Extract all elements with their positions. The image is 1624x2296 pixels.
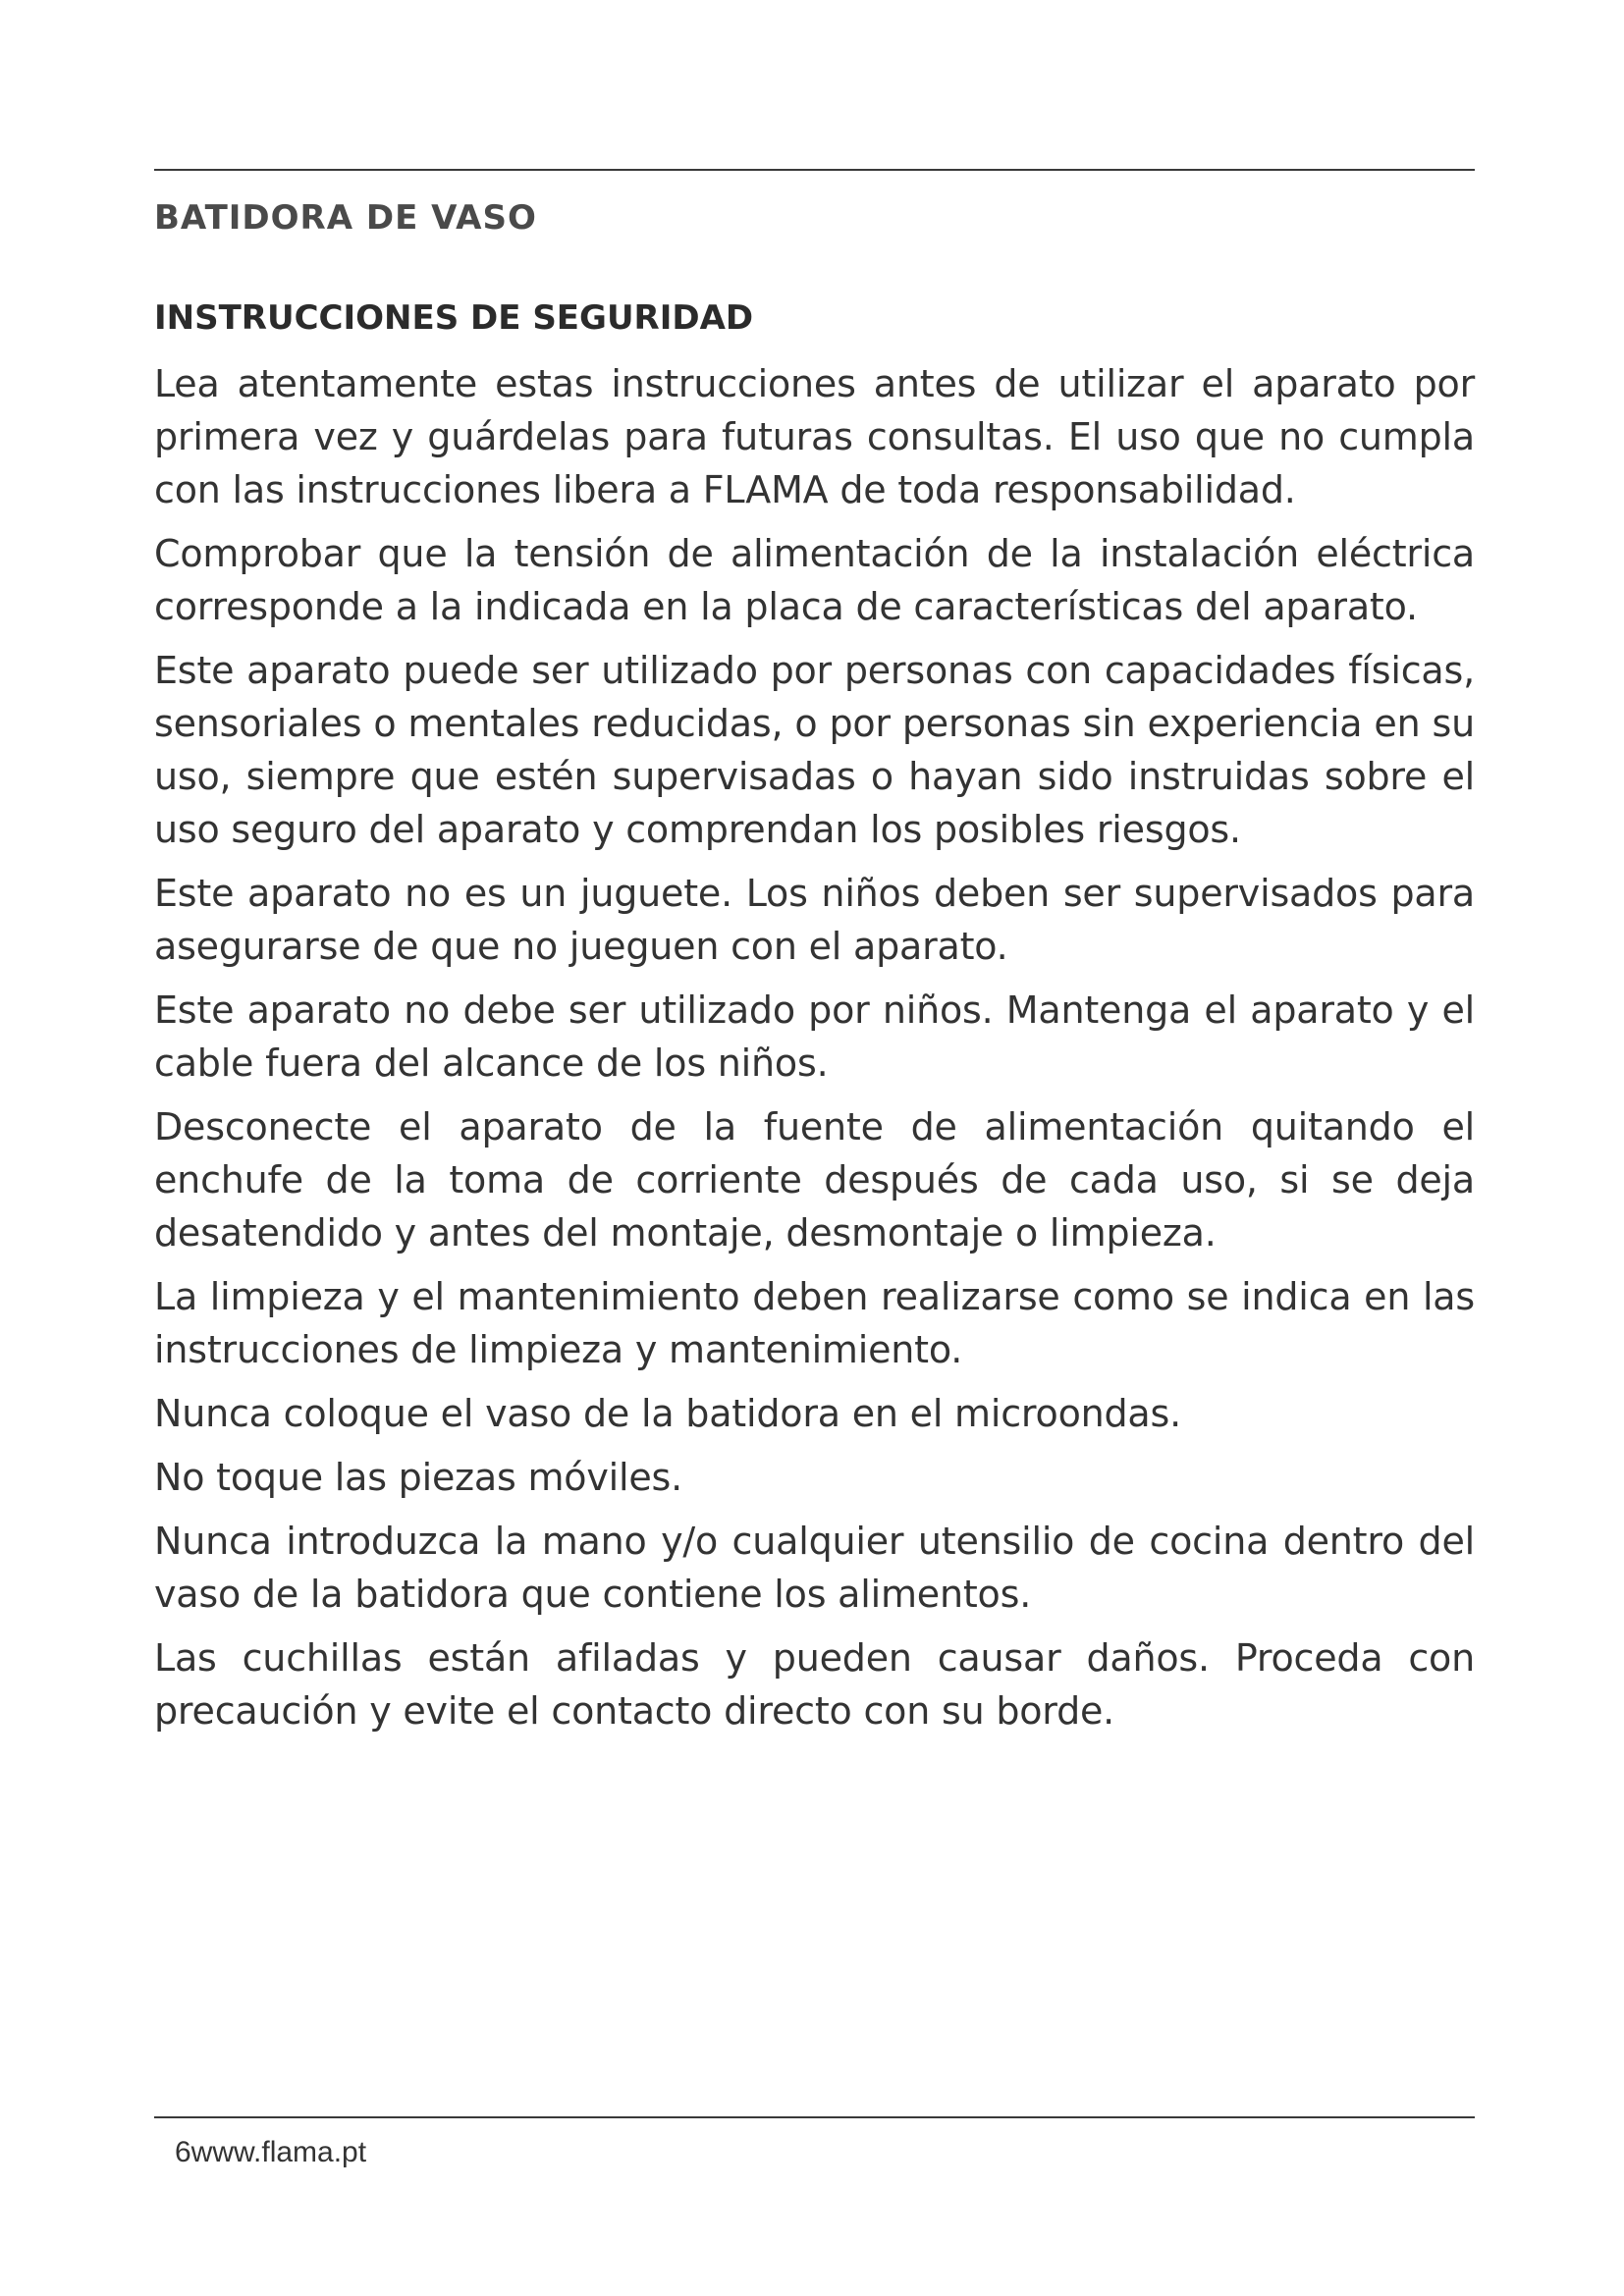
safety-section [154,294,1475,1748]
paragraph: Nunca introduzca la mano y/o cualquier utensilio de cocina dentro del vaso de la batidora que contiene los alimentos. [154,1520,1475,1616]
paragraph: Este aparato no debe ser utilizado por niños. Mantenga el aparato y el cable fuera del alcance de los niños. [154,988,1475,1085]
footer-divider [154,2116,1475,2118]
paragraph: No toque las piezas móviles. [154,1456,682,1499]
footer-text: 6www.flama.pt [175,2136,367,2168]
section-title: INSTRUCCIONES DE SEGURIDAD [154,298,754,338]
paragraph: Nunca coloque el vaso de la batidora en el microondas. [154,1392,1181,1435]
paragraph: Lea atentamente estas instrucciones antes de utilizar el aparato por primera vez y guárdelas para futuras consultas. El uso que no cumpla con las instrucciones libera a FLAMA de toda responsabilidad. [154,362,1475,511]
paragraph: Este aparato no es un juguete. Los niños deben ser supervisados para asegurarse de que no jueguen con el aparato. [154,872,1475,968]
paragraph: Desconecte el aparato de la fuente de alimentación quitando el enchufe de la toma de corriente después de cada uso, si se deja desatendido y antes del montaje, desmontaje o limpieza. [154,1105,1475,1255]
paragraph: Este aparato puede ser utilizado por personas con capacidades físicas, sensoriales o mentales reducidas, o por personas sin experiencia en su uso, siempre que estén supervisadas o hayan sido instruidas sobre el uso seguro del aparato y comprendan los posibles riesgos. [154,649,1475,851]
paragraph: Las cuchillas están afiladas y pueden causar daños. Proceda con precaución y evite el contacto directo con su borde. [154,1636,1475,1733]
paragraph: Comprobar que la tensión de alimentación de la instalación eléctrica corresponde a la indicada en la placa de características del aparato. [154,532,1475,628]
document-header: BATIDORA DE VASO [154,198,537,238]
header-divider [154,169,1475,171]
paragraph: La limpieza y el mantenimiento deben realizarse como se indica en las instrucciones de limpieza y mantenimiento. [154,1275,1475,1371]
